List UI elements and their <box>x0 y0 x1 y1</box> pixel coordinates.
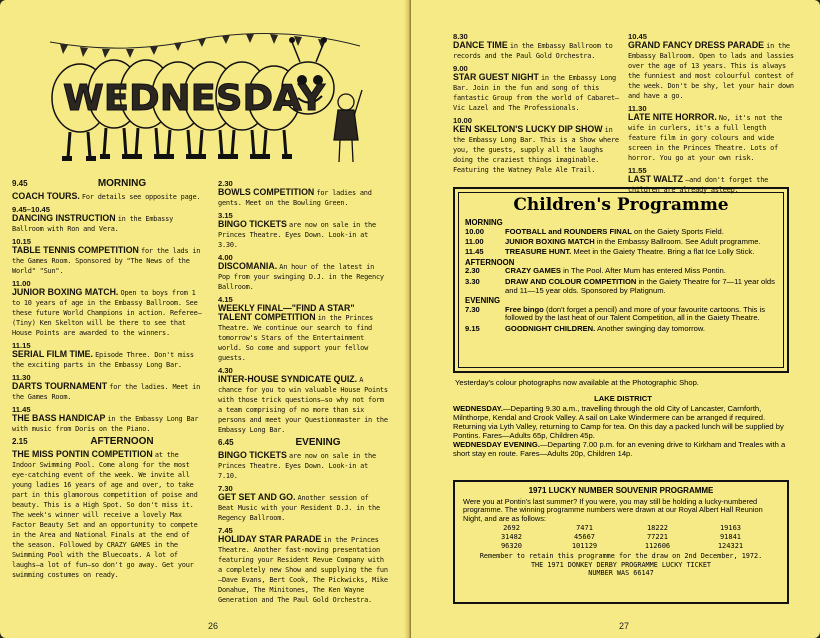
lake-wednesday-text: —Departing 9.30 a.m., travelling through the old City of Lancaster, Carnforth, Milnthorpe, Kendal and Crook Valley. A sail on Lake Windermere can be arranged if required. Returning via Lyth Valley, returning to Camp for tea. On this day a packed lunch will be supplied by Pontins. Fares—Adults 65p, Children 45p. <box>453 404 784 440</box>
schedule-entry <box>12 279 202 338</box>
children-item-body: in the Gaiety Theatre for 7—11 year olds and 11—15 year olds. Sponsored by Platignum. <box>505 276 775 295</box>
schedule-entry <box>628 104 794 163</box>
lucky-number-grid <box>475 524 767 550</box>
entry-time: 11.45 <box>12 405 31 414</box>
entry-body: in the Embassy Ballroom to records and the Paul Gold Orchestra. <box>453 42 613 60</box>
entry-title: GRAND FANCY DRESS PARADE <box>628 40 765 50</box>
children-item <box>465 228 781 237</box>
lucky-number-value: 2692 <box>503 524 520 533</box>
children-item-time: 10.00 <box>465 226 485 236</box>
entry-body: Episode Three. Don't miss the exciting parts in the Embassy Long Bar. <box>12 351 194 369</box>
entry-time: 9.45 <box>12 179 28 188</box>
schedule-entry <box>218 526 388 605</box>
banner-word: WEDNESDAY <box>63 78 326 119</box>
schedule-entry <box>218 211 388 250</box>
entry-body: in the Embassy Long Bar with music from Doris on the Piano. <box>12 415 199 433</box>
children-group-label: AFTERNOON <box>465 257 515 267</box>
entry-title: THE BASS HANDICAP <box>12 413 106 423</box>
section-heading-row <box>218 438 388 448</box>
children-item-title: GOODNIGHT CHILDREN. <box>505 323 596 333</box>
entry-body: in the Princes Theatre. We continue our search to find tomorrow's Stars of the Entertainment world. So come and support your fellow guests. <box>218 314 373 362</box>
children-item-text <box>505 325 781 334</box>
children-item-time: 11.45 <box>465 247 484 257</box>
childrens-programme-title: Children's Programme <box>513 195 729 215</box>
schedule-entry <box>12 341 202 370</box>
entry-time: 7.30 <box>218 484 233 493</box>
childrens-programme-list <box>465 219 781 335</box>
entry-body: are now on sale in the Princes Theatre. Eyes Down. Look-in at 3.30. <box>218 221 376 249</box>
lake-evening <box>453 440 793 458</box>
entry-body: for ladies and gents. Meet on the Bowling Green. <box>218 189 372 207</box>
entry-time: 3.15 <box>218 211 233 220</box>
entry-time: 4.15 <box>218 295 233 304</box>
childrens-programme-box <box>453 187 789 373</box>
entry-title: HOLIDAY STAR PARADE <box>218 534 322 544</box>
entry-body: in the Embassy Long Bar. Join in the fun and song of this fantastic Group from the world of Cabaret—Vic Lazel and The Professionals. <box>453 74 619 112</box>
lake-district-section <box>453 394 793 458</box>
lucky-number-value: 7471 <box>576 524 593 533</box>
lucky-ticket-line: THE 1971 DONKEY DERBY PROGRAMME LUCKY TICKET <box>530 560 712 569</box>
page-left <box>0 0 408 638</box>
lake-district-title: LAKE DISTRICT <box>594 394 652 403</box>
right-column-2 <box>628 32 794 198</box>
entry-body: for the lads in the Games Room. Sponsored by "The News of the World" "Sun". <box>12 247 201 275</box>
children-item <box>465 238 781 247</box>
children-item-title: JUNIOR BOXING MATCH <box>505 237 595 247</box>
entry-title: KEN SKELTON'S LUCKY DIP SHOW <box>453 124 603 134</box>
entry-title: BINGO TICKETS <box>218 219 287 229</box>
entry-body: in the Embassy Ballroom. Open to lads and lassies over the age of 13 years. This is always the funniest and most colourful contest of the week. Don't be shy, let your hair down and have a go. <box>628 42 794 100</box>
entry-title: JUNIOR BOXING MATCH. <box>12 287 119 297</box>
page-number-right: 27 <box>619 621 630 631</box>
schedule-entry <box>453 64 621 113</box>
children-item-title: CRAZY GAMES <box>505 266 561 276</box>
entry-time: 2.30 <box>218 179 233 188</box>
section-heading: AFTERNOON <box>90 436 154 447</box>
entry-title: LATE NITE HORROR. <box>628 112 717 122</box>
lucky-number-reminder: Remember to retain this programme for the draw on 2nd December, 1972. <box>479 552 763 561</box>
lucky-number-value: 91841 <box>719 532 742 541</box>
lucky-number-value: 31482 <box>500 532 523 541</box>
children-item-time: 2.30 <box>465 266 480 276</box>
entry-title: WEEKLY FINAL—"FIND A STAR" TALENT COMPETITION <box>218 303 355 322</box>
entry-title: BOWLS COMPETITION <box>218 187 315 197</box>
entry-time: 10.15 <box>12 237 32 246</box>
entry-time: 7.45 <box>218 526 233 535</box>
children-item-time: 7.30 <box>465 304 480 314</box>
lucky-number-value: 45667 <box>573 532 596 541</box>
children-item <box>465 325 781 334</box>
children-item-title: Free bingo <box>505 304 544 314</box>
entry-body: at the Indoor Swimming Pool. Come along for the most eye-catching event of the week. We invite all young ladies 16 years of age and over, to take part in this glamorous competition of poise and beauty. This is a High Spot. So don't miss it. The week's winner will receive a lovely Max Factor Beauty Set and an opportunity to compete in the Area and National Finals at the end of the season. Followed by CRAZY GAMES in the Swimming Pool with the Bluecoats. A lot of laughs—a lot of fun—so don't go away. Get your swimming costumes on ready. <box>12 451 198 579</box>
schedule-entry <box>218 484 388 523</box>
entry-body: A chance for you to win valuable House Points with those trick questions—so why not form a team comprising of no more than six persons and meet your Questionmaster in the Embassy Long Bar. <box>218 376 388 434</box>
entry-time: 6.45 <box>218 438 234 447</box>
entry-title: DANCING INSTRUCTION <box>12 213 116 223</box>
lake-evening-label: WEDNESDAY EVENING. <box>453 440 540 449</box>
children-item <box>465 278 781 296</box>
entry-body: —and don't forget the children are already asleep. <box>628 176 769 194</box>
lucky-number-value: 77221 <box>646 532 669 541</box>
children-item <box>465 248 781 257</box>
right-column-1 <box>453 32 621 178</box>
schedule-entry <box>12 205 202 234</box>
schedule-entry <box>218 366 388 435</box>
entry-body: An hour of the latest in Pop from your swinging D.J. in the Regency Ballroom. <box>218 263 384 291</box>
entry-time: 9.45–10.45 <box>12 205 51 214</box>
entry-time: 11.15 <box>12 341 31 350</box>
children-item-time: 3.30 <box>465 276 480 286</box>
entry-body: in the Embassy Ballroom with Ron and Vera. <box>12 215 174 233</box>
schedule-entry <box>12 450 202 580</box>
children-group-label: MORNING <box>465 218 503 227</box>
children-item-body: in the Embassy Ballroom. See Adult programme. <box>596 237 761 247</box>
children-item-title: FOOTBALL and ROUNDERS FINAL <box>505 226 632 236</box>
entry-title: STAR GUEST NIGHT <box>453 72 539 82</box>
children-item-time: 11.00 <box>465 237 484 247</box>
children-group-label: EVENING <box>465 295 501 305</box>
entry-title: SERIAL FILM TIME. <box>12 349 93 359</box>
children-item-text <box>505 248 781 257</box>
schedule-entry <box>12 373 202 402</box>
section-heading-row <box>12 179 202 189</box>
children-item <box>465 267 781 276</box>
children-item-title: DRAW AND COLOUR COMPETITION <box>505 276 637 286</box>
wednesday-banner-illustration <box>46 28 364 186</box>
photo-note: Yesterday's colour photographs now available at the Photographic Shop. <box>455 378 699 387</box>
children-item-body: (don't forget a pencil) and more of your favourite cartoons. This is followed by the last heat of our Talent Competition, all in the Gaiety Theatre. <box>505 304 766 323</box>
lake-evening-text: —Departing 7.00 p.m. for an evening drive to Kirkham and Treales with a short stay en route. Fares—Adults 20p, Children 14p. <box>453 440 786 458</box>
entry-body: for the ladies. Meet in the Games Room. <box>12 383 201 401</box>
schedule-entry <box>453 32 621 61</box>
entry-time: 8.30 <box>453 32 468 41</box>
lucky-ticket-number: NUMBER WAS 66147 <box>588 569 654 578</box>
children-item-text <box>505 267 781 276</box>
lucky-number-value: 101129 <box>571 541 598 550</box>
entry-body: in the Princes Theatre. Another fast-moving presentation featuring your Resident Revue Company with a completely new Show and supplying the fun—Dave Evans, Bert Cook, The Pickwicks, Mike Donahue, The Minitones, The Ken Wayne Generation and The Paul Gold Orchestra. <box>218 536 388 604</box>
entry-time: 10.00 <box>453 116 473 125</box>
entry-body: Open to boys from 1 to 10 years of age in the Embassy Ballroom. See these future World Champions in action. Referee—(Tiny) Ken Skelton will be there to see that House Points are awarded to the winners. <box>12 289 202 337</box>
entry-title: LAST WALTZ <box>628 174 684 184</box>
children-item-title: TREASURE HUNT. <box>505 247 572 257</box>
lucky-number-value: 124321 <box>717 541 744 550</box>
entry-title: THE MISS PONTIN COMPETITION <box>12 449 153 459</box>
schedule-entry <box>12 405 202 434</box>
schedule-entry <box>218 253 388 292</box>
children-item-text <box>505 278 781 296</box>
entry-time: 4.00 <box>218 253 233 262</box>
children-item-body: on the Gaiety Sports Field. <box>633 226 724 236</box>
entry-title: GET SET AND GO. <box>218 492 296 502</box>
children-item-text <box>505 306 781 324</box>
lucky-number-value: 112606 <box>644 541 671 550</box>
lucky-number-value: 18222 <box>646 524 669 533</box>
entry-title: DARTS TOURNAMENT <box>12 381 108 391</box>
entry-time: 9.00 <box>453 64 468 73</box>
lucky-number-intro: Were you at Pontin's last summer? If you were, you may still be holding a lucky-numbered programme. The winning programme numbers were drawn at our Royal Albert Hall Reunion Night, and are as follows: <box>463 496 763 523</box>
entry-body: No, it's not the wife in curlers, it's a full length feature film in gory colours and wide screen in the Princes Theatre. Lots of horror. You go at your own risk. <box>628 114 783 162</box>
lake-wednesday <box>453 404 793 440</box>
left-column-1 <box>12 179 202 583</box>
section-heading: MORNING <box>97 178 147 189</box>
children-item-body: Meet in the Gaiety Theatre. Bring a flat Ice Lolly Stick. <box>573 247 755 257</box>
entry-body: Another session of Beat Music with your Resident D.J. in the Regency Ballroom. <box>218 494 380 522</box>
entry-time: 11.55 <box>628 166 647 175</box>
entry-title: BINGO TICKETS <box>218 450 287 460</box>
entry-time: 10.45 <box>628 32 648 41</box>
entry-title: TABLE TENNIS COMPETITION <box>12 245 139 255</box>
schedule-entry <box>218 295 388 363</box>
lucky-number-value: 96320 <box>500 541 523 550</box>
lake-wednesday-label: WEDNESDAY. <box>453 404 503 413</box>
entry-time: 11.00 <box>12 279 31 288</box>
children-item-text <box>505 228 781 237</box>
lucky-number-value: 19163 <box>719 524 742 533</box>
entry-time: 11.30 <box>628 104 647 113</box>
schedule-entry <box>628 32 794 101</box>
entry-title: COACH TOURS. <box>12 191 80 201</box>
schedule-entry <box>12 192 202 202</box>
entry-title: DISCOMANIA. <box>218 261 278 271</box>
schedule-entry <box>12 237 202 276</box>
lucky-number-box <box>453 480 789 604</box>
section-heading: EVENING <box>295 437 341 448</box>
entry-body: For details see opposite page. <box>81 193 201 201</box>
entry-body: are now on sale in the Princes Theatre. Eyes Down. Look-in at 7.10. <box>218 452 376 480</box>
children-item-body: Another swinging day tomorrow. <box>596 323 706 333</box>
children-item <box>465 306 781 324</box>
entry-title: DANCE TIME <box>453 40 508 50</box>
section-heading-row <box>12 437 202 447</box>
schedule-entry <box>453 116 621 175</box>
entry-time: 11.30 <box>12 373 31 382</box>
entry-body: in the Embassy Long Bar. This is a Show where you, the guests, supply all the laughs doing the craziest things imaginable. Featuring the Watney Pale Ale Trail. <box>453 126 619 174</box>
page-number-left: 26 <box>208 621 219 631</box>
entry-time: 2.15 <box>12 437 28 446</box>
lucky-number-title: 1971 LUCKY NUMBER SOUVENIR PROGRAMME <box>528 486 714 495</box>
schedule-entry <box>218 179 388 208</box>
schedule-entry <box>218 451 388 481</box>
left-column-2 <box>218 179 388 608</box>
entry-title: INTER-HOUSE SYNDICATE QUIZ. <box>218 374 358 384</box>
entry-time: 4.30 <box>218 366 233 375</box>
children-item-body: in The Pool. After Mum has entered Miss Pontin. <box>563 266 726 276</box>
children-item-text <box>505 238 781 247</box>
children-item-time: 9.15 <box>465 323 480 333</box>
